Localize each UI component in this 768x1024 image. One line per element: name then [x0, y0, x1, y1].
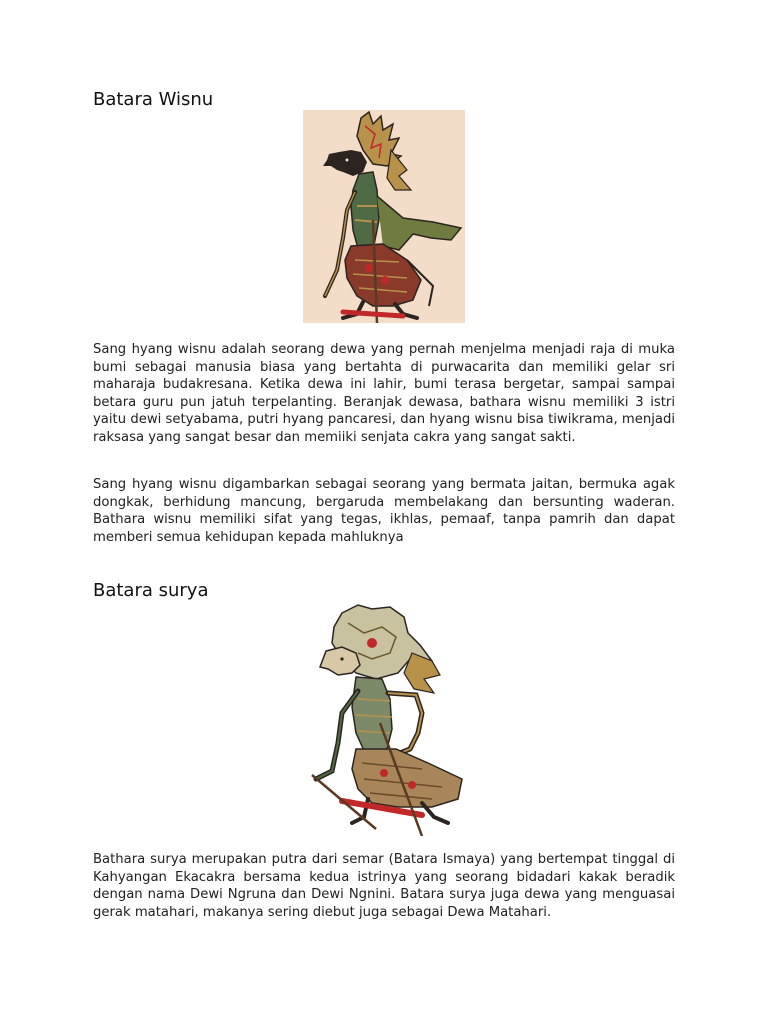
- section-title-batara-wisnu: Batara Wisnu: [93, 89, 214, 110]
- section-title-batara-surya: Batara surya: [93, 580, 209, 601]
- paragraph-wisnu-2: Sang hyang wisnu digambarkan sebagai seorang yang bermata jaitan, bermuka agak dongkak, berhidung mancung, bergaruda membelakang dan bersunting waderan. Bathara wisnu memiliki sifat yang tegas, ikhlas, pemaaf, tanpa pamrih dan dapat memberi semua kehidupan kepada mahluknya: [93, 477, 675, 545]
- wayang-figure-batara-wisnu: [303, 110, 465, 323]
- paragraph-surya-1: Bathara surya merupakan putra dari semar (Batara Ismaya) yang bertempat tinggal di Kahyangan Ekacakra bersama kedua istrinya yang seorang bidadari kakak beradik dengan nama Dewi Ngruna dan Dewi Ngnini. Batara surya juga dewa yang menguasai gerak matahari, makanya sering diebut juga sebagai Dewa Matahari.: [93, 852, 675, 920]
- paragraph-wisnu-1: Sang hyang wisnu adalah seorang dewa yang pernah menjelma menjadi raja di muka bumi sebagai manusia biasa yang bertahta di purwacarita dan memiliki gelar sri maharaja budakresana. Ketika dewa ini lahir, bumi terasa bergetar, sampai sampai betara guru pun jatuh terpelanting. Beranjak dewasa, bathara wisnu memiliki 3 istri yaitu dewi setyabama, putri hyang pancaresi, dan hyang wisnu bisa tiwikrama, menjadi raksasa yang sangat besar dan memiiki senjata cakra yang sangat sakti.: [93, 342, 675, 445]
- wayang-figure-batara-surya: [272, 603, 494, 836]
